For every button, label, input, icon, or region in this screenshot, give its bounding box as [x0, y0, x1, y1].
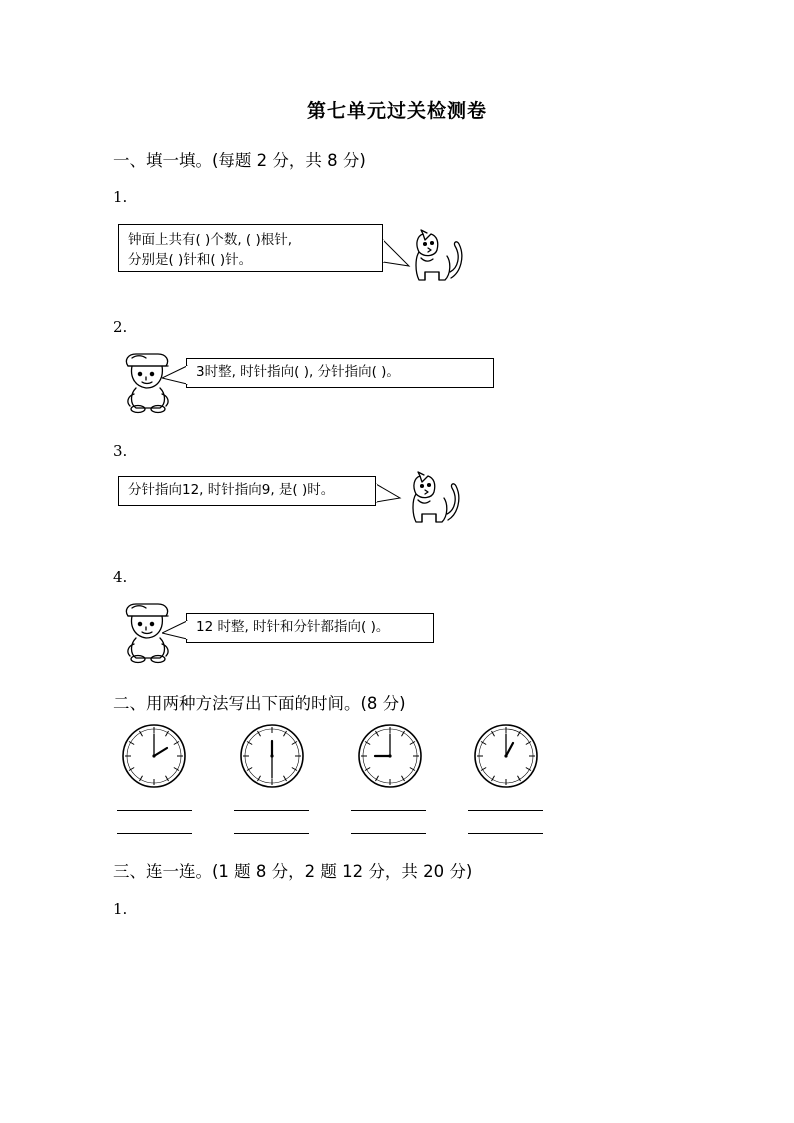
answer-line-3b[interactable] — [351, 833, 426, 834]
answer-line-1a[interactable] — [117, 810, 192, 811]
question-number-2: 2. — [113, 318, 128, 336]
question-number-1: 1. — [113, 188, 128, 206]
clock-4 — [472, 722, 540, 790]
dog-illustration-1 — [395, 228, 465, 290]
answer-line-4b[interactable] — [468, 833, 543, 834]
question-1-line-1: 钟面上共有( )个数, ( )根针, — [128, 232, 293, 248]
answer-line-1b[interactable] — [117, 833, 192, 834]
question-2-bubble-tail — [162, 362, 188, 392]
answer-line-2a[interactable] — [234, 810, 309, 811]
answer-line-3a[interactable] — [351, 810, 426, 811]
answer-line-2b[interactable] — [234, 833, 309, 834]
question-3-bubble — [118, 476, 376, 506]
question-1-bubble — [118, 224, 383, 272]
answer-line-4a[interactable] — [468, 810, 543, 811]
clock-2 — [238, 722, 306, 790]
dog-illustration-2 — [392, 470, 462, 532]
question-4-bubble — [186, 613, 434, 643]
page-title: 第七单元过关检测卷 — [306, 100, 487, 122]
question-1-line-2: 分别是( )针和( )针。 — [128, 251, 253, 268]
clock-1 — [120, 722, 188, 790]
clock-3 — [356, 722, 424, 790]
question-number-4: 4. — [113, 568, 128, 586]
question-4-line-1: 12 时整, 时针和分针都指向( )。 — [196, 619, 390, 636]
section-heading-3: 三、连一连。(1 题 8 分，2 题 12 分，共 20 分) — [113, 862, 473, 881]
question-2-bubble — [186, 358, 494, 388]
question-3-line-1: 分针指向12, 时针指向9, 是( )时。 — [128, 482, 335, 499]
question-2-line-1: 3时整, 时针指向( ), 分针指向( )。 — [196, 364, 400, 381]
section-heading-2: 二、用两种方法写出下面的时间。(8 分) — [113, 694, 406, 713]
section3-item-number-1: 1. — [113, 900, 128, 918]
question-4-bubble-tail — [162, 617, 188, 647]
question-number-3: 3. — [113, 442, 128, 460]
section-heading-1: 一、填一填。(每题 2 分，共 8 分) — [113, 151, 366, 170]
